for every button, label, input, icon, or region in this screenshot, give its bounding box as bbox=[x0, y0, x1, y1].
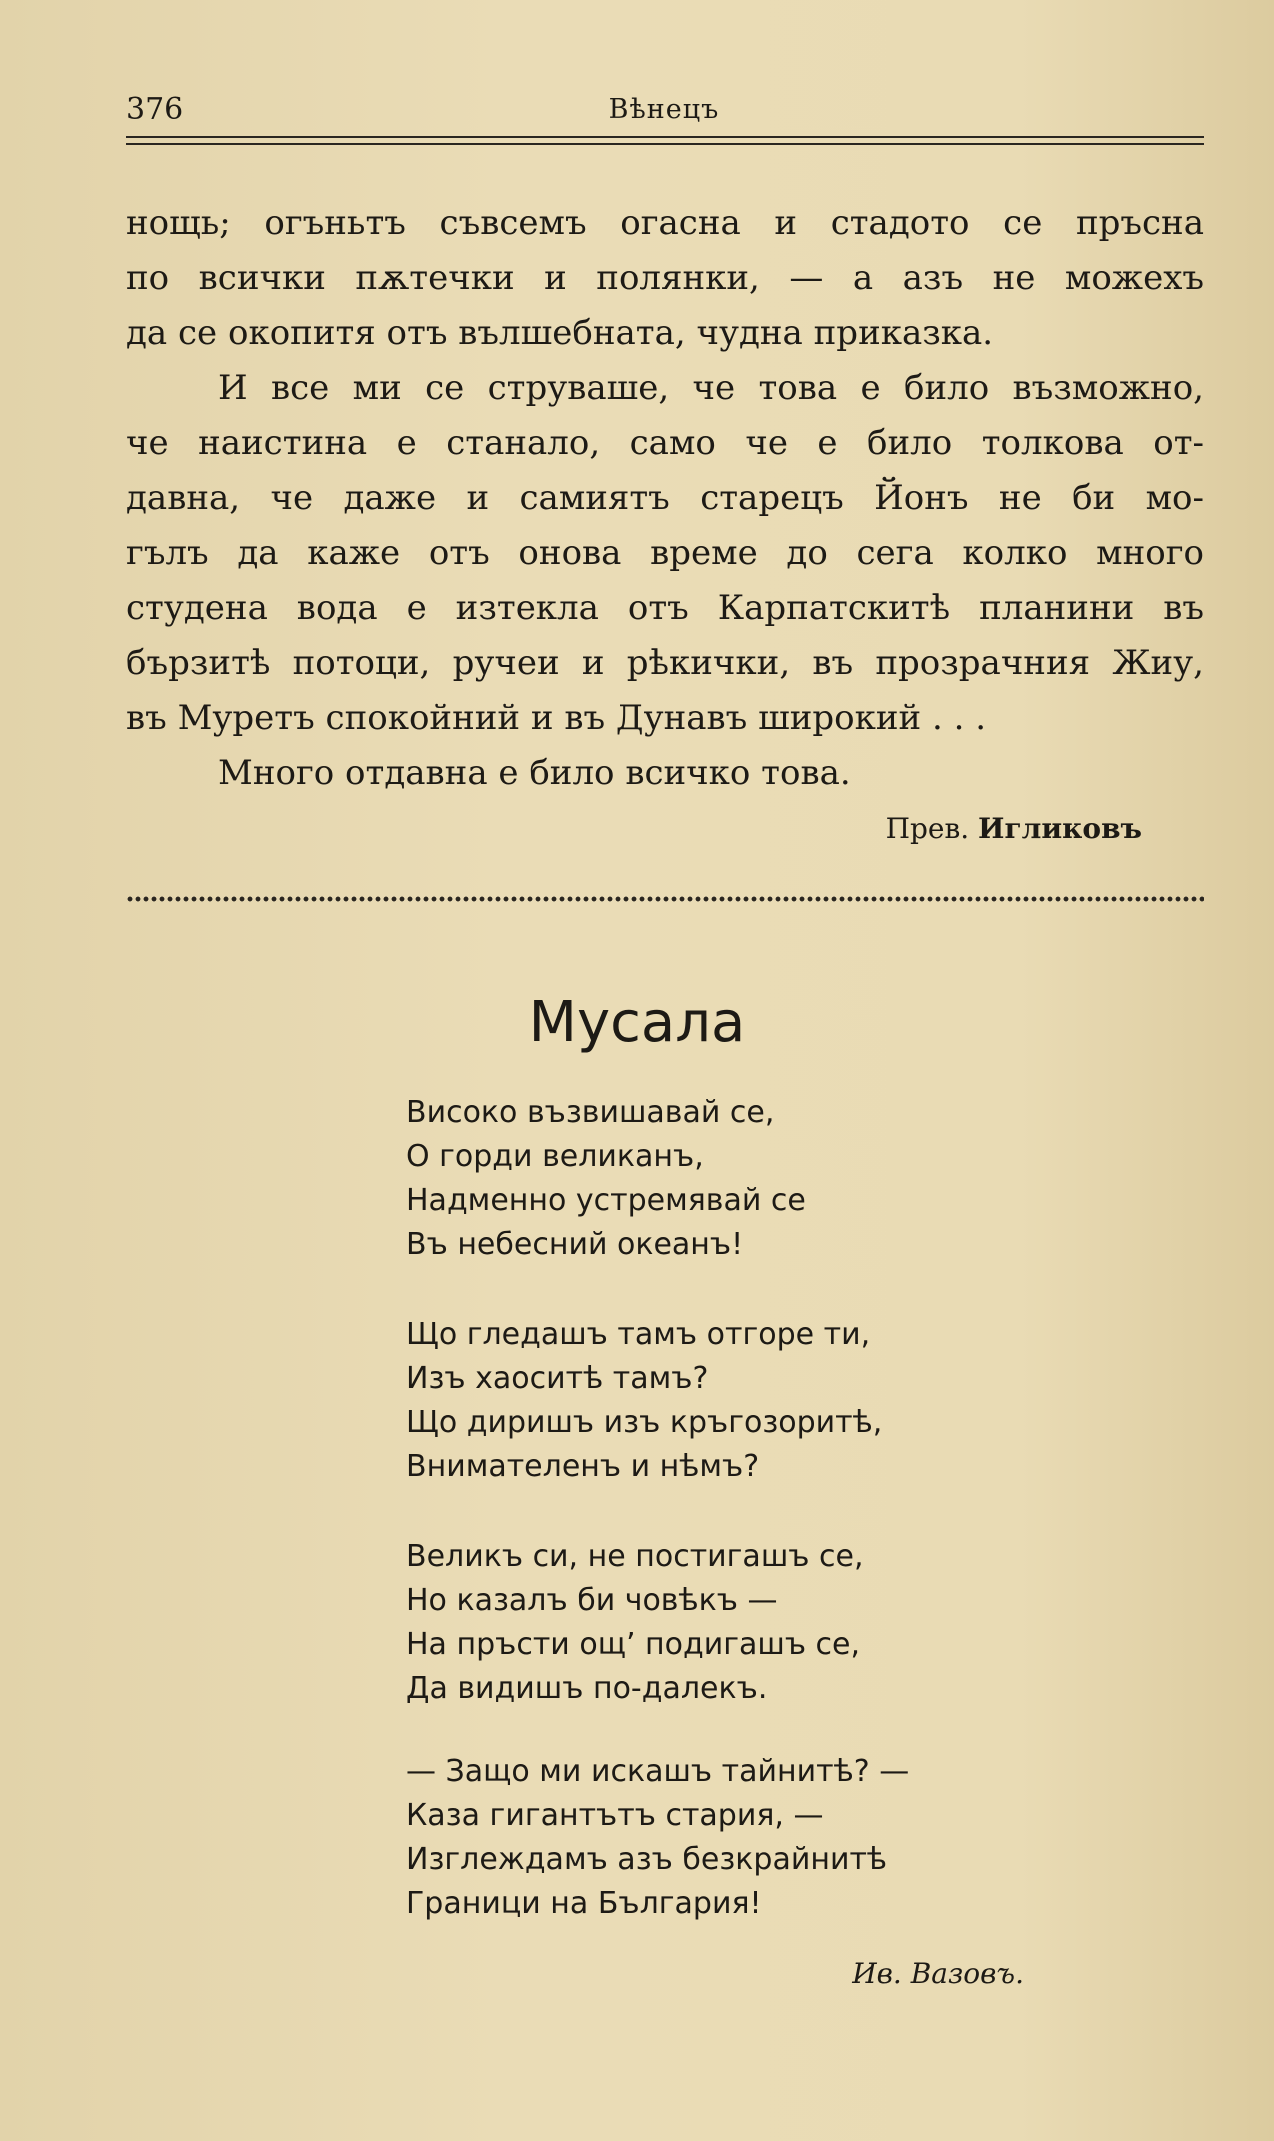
prose-line: Много отдавна е било всичко това. bbox=[218, 753, 851, 793]
poem-title: Мусала bbox=[528, 990, 746, 1055]
verse-line: Каза гигантътъ стария, — bbox=[406, 1798, 824, 1833]
prose-line: студена вода е изтекла отъ Карпатскитѣ планини въ bbox=[126, 588, 1204, 628]
verse-line: Въ небесний океанъ! bbox=[406, 1227, 744, 1262]
poem-author: Ив. Вазовъ. bbox=[852, 1957, 1024, 1990]
verse-line: О горди великанъ, bbox=[406, 1139, 704, 1174]
translator-prefix: Прев. bbox=[885, 812, 970, 845]
prose-line: да се окопитя отъ вълшебната, чудна приказка. bbox=[126, 313, 994, 353]
poem-stanza-1 bbox=[406, 1091, 806, 1267]
verse-line: Великъ си, не постигашъ се, bbox=[406, 1539, 864, 1574]
verse-line: На пръсти ощ’ подигашъ се, bbox=[406, 1627, 861, 1662]
prose-text bbox=[126, 196, 1204, 845]
poem-stanza-3 bbox=[406, 1535, 864, 1711]
verse-line: Граници на България! bbox=[406, 1886, 762, 1921]
verse-line: — Защо ми искашъ тайнитѣ? — bbox=[406, 1754, 910, 1789]
prose-line: че наистина е станало, само че е било толкова от- bbox=[126, 423, 1204, 463]
verse-line: Но казалъ би човѣкъ — bbox=[406, 1583, 778, 1618]
verse-line: Внимателенъ и нѣмъ? bbox=[406, 1449, 760, 1484]
verse-line: Да видишъ по-далекъ. bbox=[406, 1671, 768, 1706]
dotted-separator bbox=[126, 896, 1204, 902]
running-title: Вѣнецъ bbox=[608, 94, 720, 125]
prose-line: по всички пѫтечки и полянки, — а азъ не можехъ bbox=[126, 258, 1204, 298]
page-header bbox=[126, 92, 1202, 132]
prose-line: гълъ да каже отъ онова време до сега колко много bbox=[126, 533, 1204, 573]
verse-line: Що гледашъ тамъ отгоре ти, bbox=[406, 1317, 871, 1352]
verse-line: Що диришъ изъ кръгозоритѣ, bbox=[406, 1405, 883, 1440]
translator-credit bbox=[126, 812, 1142, 845]
header-rule-bottom bbox=[126, 143, 1204, 145]
translator-name: Игликовъ bbox=[978, 812, 1142, 845]
poem-stanza-2 bbox=[406, 1313, 882, 1489]
prose-line: И все ми се струваше, че това е било възможно, bbox=[218, 368, 1204, 408]
header-rule-top bbox=[126, 136, 1204, 138]
page-number: 376 bbox=[126, 92, 184, 127]
verse-line: Изъ хаоситѣ тамъ? bbox=[406, 1361, 709, 1396]
verse-line: Високо възвишавай се, bbox=[406, 1095, 775, 1130]
prose-line: бързитѣ потоци, ручеи и рѣкички, въ прозрачния Жиу, bbox=[126, 643, 1204, 683]
prose-line: давна, че даже и самиятъ старецъ Йонъ не би мо- bbox=[126, 478, 1204, 518]
verse-line: Изглеждамъ азъ безкрайнитѣ bbox=[406, 1842, 888, 1877]
poem-stanza-4 bbox=[406, 1750, 909, 1926]
verse-line: Надменно устремявай се bbox=[406, 1183, 806, 1218]
prose-line: нощь; огъньтъ съвсемъ огасна и стадото се пръсна bbox=[126, 203, 1204, 243]
prose-line: въ Муретъ спокойний и въ Дунавъ широкий . . . bbox=[126, 698, 987, 738]
